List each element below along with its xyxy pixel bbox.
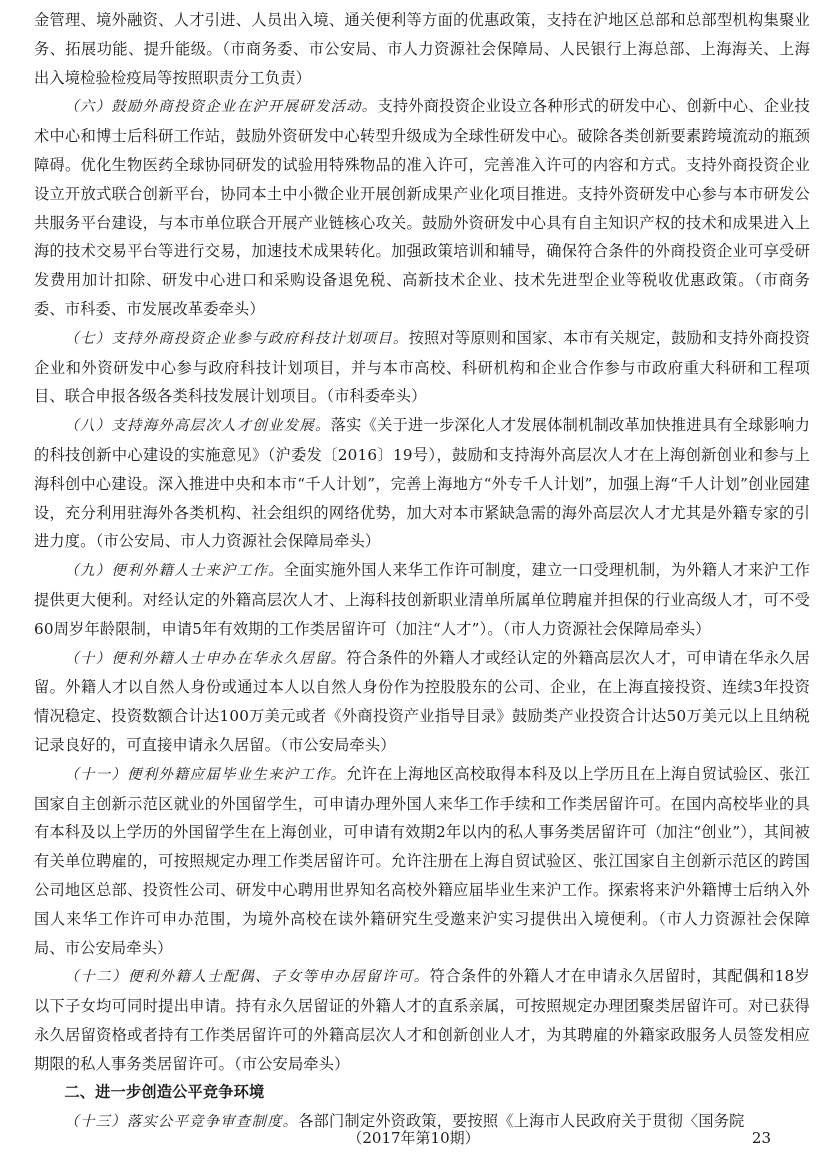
paragraph-lead: （十一）便利外籍应届毕业生来沪工作。 bbox=[64, 766, 347, 783]
section-heading: 二、进一步创造公平竞争环境 bbox=[64, 1083, 265, 1102]
paragraph-text: 各部门制定外资政策，要按照《上海市人民政府关于贯彻〈国务院 bbox=[298, 1112, 745, 1131]
paragraph-item-12 bbox=[34, 962, 810, 1078]
paragraph-lead: （十二）便利外籍人士配偶、子女等申办居留许可。 bbox=[64, 969, 430, 986]
paragraph-lead: （十三）落实公平竞争审查制度。 bbox=[64, 1114, 299, 1131]
paragraph-text: 金管理、境外融资、人才引进、人员出入境、通关便利等方面的优惠政策，支持在沪地区总部和总部型机构集聚业务、拓展功能、提升能级。（市商务委、市公安局、市人力资源社会保障局、人民银行上海总部、上海海关、上海出入境检验检疫局等按照职责分工负责） bbox=[34, 11, 810, 87]
paragraph-text: 全面实施外国人来华工作许可制度，建立一口受理机制，为外籍人才来沪工作提供更大便利。对经认定的外籍高层次人才、上海科技创新职业清单所属单位聘雇并担保的行业高级人才，可不受60周岁年龄限制，申请5年有效期的工作类居留许可（加注“人才”）。（市人力资源社会保障局牵头） bbox=[34, 561, 810, 638]
paragraph-lead: （九）便利外籍人士来沪工作。 bbox=[64, 563, 284, 580]
paragraph-text: 符合条件的外籍人才在申请永久居留时，其配偶和18岁以下子女均可同时提出申请。持有永久居留证的外籍人才的直系亲属，可按照规定办理团聚类居留许可。对已获得永久居留资格或者持有工作类居留许可的外籍高层次人才和创新创业人才，为其聘雇的外籍家政服务人员签发相应期限的私人事务类居留许可。（市公安局牵头） bbox=[34, 967, 810, 1073]
paragraph-lead: （七）支持外商投资企业参与政府科技计划项目。 bbox=[64, 330, 409, 347]
paragraph-lead: （六）鼓励外商投资企业在沪开展研发活动。 bbox=[64, 99, 378, 116]
page-number: 23 bbox=[751, 1129, 771, 1147]
paragraph-item-9 bbox=[34, 556, 810, 643]
paragraph-item-10 bbox=[34, 644, 810, 760]
document-body bbox=[34, 6, 810, 1137]
paragraph-continuation bbox=[34, 6, 810, 92]
paragraph-text: 符合条件的外籍人才或经认定的外籍高层次人才，可申请在华永久居留。外籍人才以自然人身份或通过本人以自然人身份作为控股股东的公司、企业，在上海直接投资、连续3年投资情况稳定、投资数额合计达100万美元或者《外商投资产业指导目录》鼓励类产业投资合计达50万美元以上且纳税记录良好的，可直接申请永久居留。（市公安局牵头） bbox=[34, 648, 811, 754]
paragraph-item-7 bbox=[34, 324, 810, 411]
paragraph-lead: （八）支持海外高层次人才创业发展。 bbox=[64, 418, 331, 435]
paragraph-item-8 bbox=[34, 411, 810, 556]
issue-label: （2017年第10期） bbox=[347, 1129, 480, 1147]
paragraph-text: 支持外商投资企业设立各种形式的研发中心、创新中心、企业技术中心和博士后科研工作站，鼓励外资研发中心转型升级成为全球性研发中心。破除各类创新要素跨境流动的瓶颈障碍。优化生物医药全球协同研发的试验用特殊物品的准入许可，完善准入许可的内容和方式。支持外商投资企业设立开放式联合创新平台，协同本土中小微企业开展创新成果产业化项目推进。支持外资研发中心参与本市研发公共服务平台建设，与本市单位联合开展产业链核心攻关。鼓励外资研发中心具有自主知识产权的技术和成果进入上海的技术交易平台等进行交易，加速技术成果转化。加强政策培训和辅导，确保符合条件的外商投资企业可享受研发费用加计扣除、研发中心进口和采购设备退免税、高新技术企业、技术先进型企业等税收优惠政策。（市商务委、市科委、市发展改革委牵头） bbox=[34, 97, 810, 318]
paragraph-text: 落实《关于进一步深化人才发展体制机制改革加快推进具有全球影响力的科技创新中心建设的实施意见》（沪委发〔2016〕19号），鼓励和支持海外高层次人才在上海创新创业和参与上海科创中心建设。深入推进中央和本市“千人计划”，完善上海地方“外专千人计划”，加强上海“千人计划”创业园建设，充分利用驻海外各类机构、社会组织的网络优势，加大对本市紧缺急需的海外高层次人才尤其是外籍专家的引进力度。（市公安局、市人力资源社会保障局牵头） bbox=[34, 416, 810, 551]
paragraph-item-11 bbox=[34, 760, 810, 963]
paragraph-lead: （十）便利外籍人士申办在华永久居留。 bbox=[64, 650, 347, 667]
paragraph-text: 按照对等原则和国家、本市有关规定，鼓励和支持外商投资企业和外资研发中心参与政府科技计划项目，并与本市高校、科研机构和企业合作参与市政府重大科研和工程项目、联合申报各级各类科技发展计划项目。（市科委牵头） bbox=[34, 328, 810, 406]
paragraph-text: 允许在上海地区高校取得本科及以上学历且在上海自贸试验区、张江国家自主创新示范区就业的外国留学生，可申请办理外国人来华工作手续和工作类居留许可。在国内高校毕业的具有本科及以上学历的外国留学生在上海创业，可申请有效期2年以内的私人事务类居留许可（加注“创业”），其间被有关单位聘雇的，可按照规定办理工作类居留许可。允许注册在上海自贸试验区、张江国家自主创新示范区的跨国公司地区总部、投资性公司、研发中心聘用世界知名高校外籍应届毕业生来沪工作。探索将来沪外籍博士后纳入外国人来华工作许可申办范围，为境外高校在读外籍研究生受邀来沪实习提供出入境便利。（市人力资源社会保障局、市公安局牵头） bbox=[34, 764, 811, 957]
paragraph-item-6 bbox=[34, 92, 810, 323]
